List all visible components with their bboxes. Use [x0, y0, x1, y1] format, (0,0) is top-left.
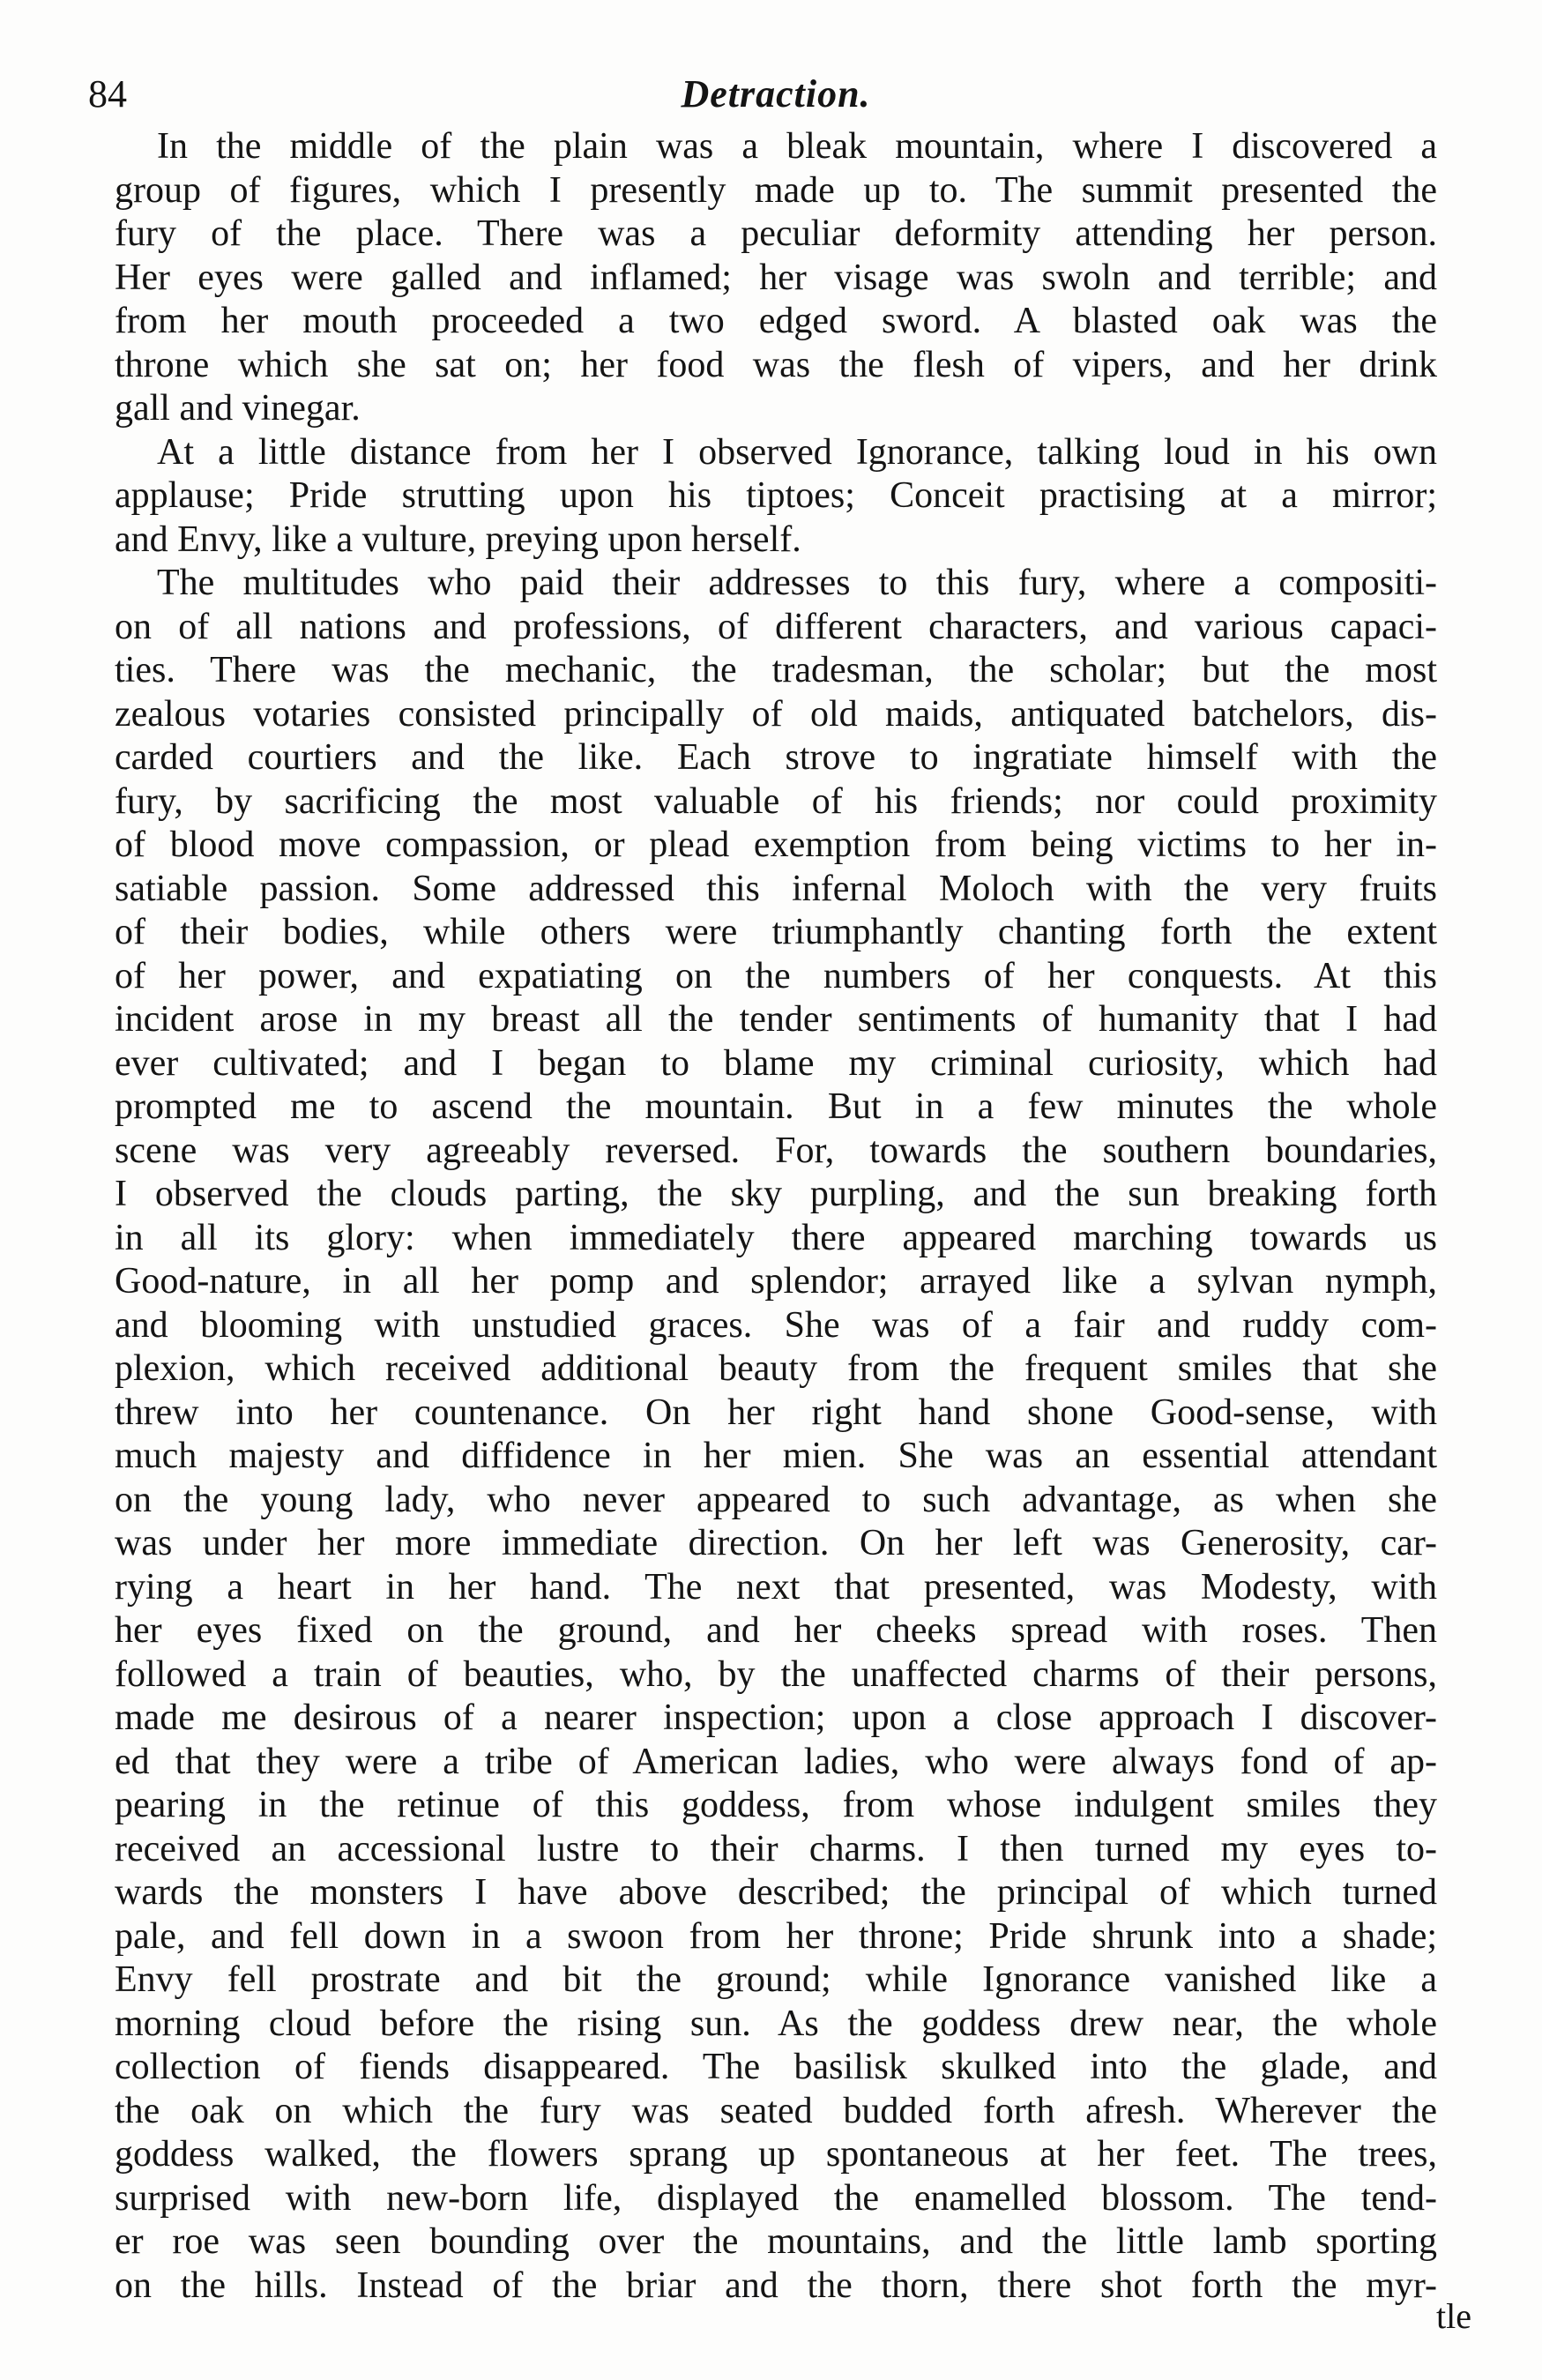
- page-number: 84: [88, 72, 127, 116]
- text-line: In the middle of the plain was a bleak mountain, where I discovered a: [157, 126, 1437, 167]
- text-line: ever cultivated; and I began to blame my criminal curiosity, which had: [115, 1042, 1437, 1084]
- text-line: and blooming with unstudied graces. She was of a fair and ruddy com-: [115, 1304, 1437, 1346]
- text-line: ties. There was the mechanic, the tradesman, the scholar; but the most: [115, 650, 1437, 690]
- text-line: morning cloud before the rising sun. As the goddess drew near, the whole: [115, 2003, 1437, 2044]
- text-line: satiable passion. Some addressed this infernal Moloch with the very fruits: [115, 868, 1437, 909]
- text-line: and Envy, like a vulture, preying upon herself.: [115, 519, 801, 560]
- text-line: pale, and fell down in a swoon from her throne; Pride shrunk into a shade;: [115, 1915, 1437, 1957]
- text-line: gall and vinegar.: [115, 388, 361, 429]
- text-line: of their bodies, while others were triumphantly chanting forth the extent: [115, 912, 1437, 952]
- text-line: Good-nature, in all her pomp and splendor; arrayed like a sylvan nymph,: [115, 1261, 1437, 1302]
- text-line: scene was very agreeably reversed. For, towards the southern boundaries,: [115, 1130, 1437, 1171]
- text-line: in all its glory: when immediately there appeared marching towards us: [115, 1217, 1437, 1258]
- text-line: of her power, and expatiating on the numbers of her conquests. At this: [115, 955, 1437, 996]
- text-line: applause; Pride strutting upon his tiptoes; Conceit practising at a mirror;: [115, 475, 1437, 516]
- text-line: surprised with new-born life, displayed the enamelled blossom. The tend-: [115, 2177, 1437, 2219]
- body-text: [115, 125, 1437, 2308]
- running-head: Detraction.: [681, 72, 871, 116]
- text-line: Envy fell prostrate and bit the ground; while Ignorance vanished like a: [115, 1959, 1437, 2000]
- text-line: I observed the clouds parting, the sky purpling, and the sun breaking forth: [115, 1174, 1437, 1214]
- text-line: group of figures, which I presently made up to. The summit presented the: [115, 169, 1437, 211]
- text-line: plexion, which received additional beauty from the frequent smiles that she: [115, 1348, 1437, 1389]
- text-line: fury of the place. There was a peculiar deformity attending her person.: [115, 213, 1437, 254]
- text-line: goddess walked, the flowers sprang up spontaneous at her feet. The trees,: [115, 2134, 1437, 2175]
- page-header: [88, 63, 1464, 125]
- text-line: pearing in the retinue of this goddess, from whose indulgent smiles they: [115, 1785, 1437, 1825]
- text-line: made me desirous of a nearer inspection; upon a close approach I discover-: [115, 1697, 1437, 1738]
- text-line: incident arose in my breast all the tender sentiments of humanity that I had: [115, 999, 1437, 1040]
- text-line: er roe was seen bounding over the mountains, and the little lamb sporting: [115, 2221, 1437, 2262]
- text-line: carded courtiers and the like. Each strove to ingratiate himself with the: [115, 737, 1437, 778]
- text-line: wards the monsters I have above described; the principal of which turned: [115, 1872, 1437, 1913]
- text-line: rying a heart in her hand. The next that presented, was Modesty, with: [115, 1566, 1437, 1608]
- text-line: prompted me to ascend the mountain. But in a few minutes the whole: [115, 1086, 1437, 1127]
- text-line: followed a train of beauties, who, by the unaffected charms of their persons,: [115, 1653, 1437, 1695]
- text-line: collection of fiends disappeared. The basilisk skulked into the glade, and: [115, 2047, 1437, 2087]
- catchword: tle: [1436, 2296, 1471, 2336]
- text-line: zealous votaries consisted principally of old maids, antiquated batchelors, dis-: [115, 693, 1437, 735]
- text-line: much majesty and diffidence in her mien. She was an essential attendant: [115, 1436, 1437, 1476]
- text-line: At a little distance from her I observed Ignorance, talking loud in his own: [157, 431, 1437, 473]
- text-line: throne which she sat on; her food was the flesh of vipers, and her drink: [115, 344, 1437, 385]
- text-line: The multitudes who paid their addresses to this fury, where a compositi-: [157, 563, 1437, 603]
- text-line: from her mouth proceeded a two edged sword. A blasted oak was the: [115, 301, 1437, 341]
- text-line: threw into her countenance. On her right hand shone Good-sense, with: [115, 1391, 1437, 1433]
- text-line: of blood move compassion, or plead exemption from being victims to her in-: [115, 824, 1437, 865]
- text-line: on the young lady, who never appeared to such advantage, as when she: [115, 1479, 1437, 1520]
- text-line: on of all nations and professions, of different characters, and various capaci-: [115, 606, 1437, 647]
- text-line: on the hills. Instead of the briar and the thorn, there shot forth the myr-: [115, 2264, 1437, 2306]
- text-line: her eyes fixed on the ground, and her cheeks spread with roses. Then: [115, 1610, 1437, 1651]
- text-line: Her eyes were galled and inflamed; her visage was swoln and terrible; and: [115, 257, 1437, 298]
- text-line: ed that they were a tribe of American ladies, who were always fond of ap-: [115, 1741, 1437, 1782]
- text-line: fury, by sacrificing the most valuable of his friends; nor could proximity: [115, 780, 1437, 822]
- text-line: was under her more immediate direction. On her left was Generosity, car-: [115, 1523, 1437, 1563]
- text-line: received an accessional lustre to their charms. I then turned my eyes to-: [115, 1828, 1437, 1869]
- text-line: the oak on which the fury was seated budded forth afresh. Wherever the: [115, 2090, 1437, 2131]
